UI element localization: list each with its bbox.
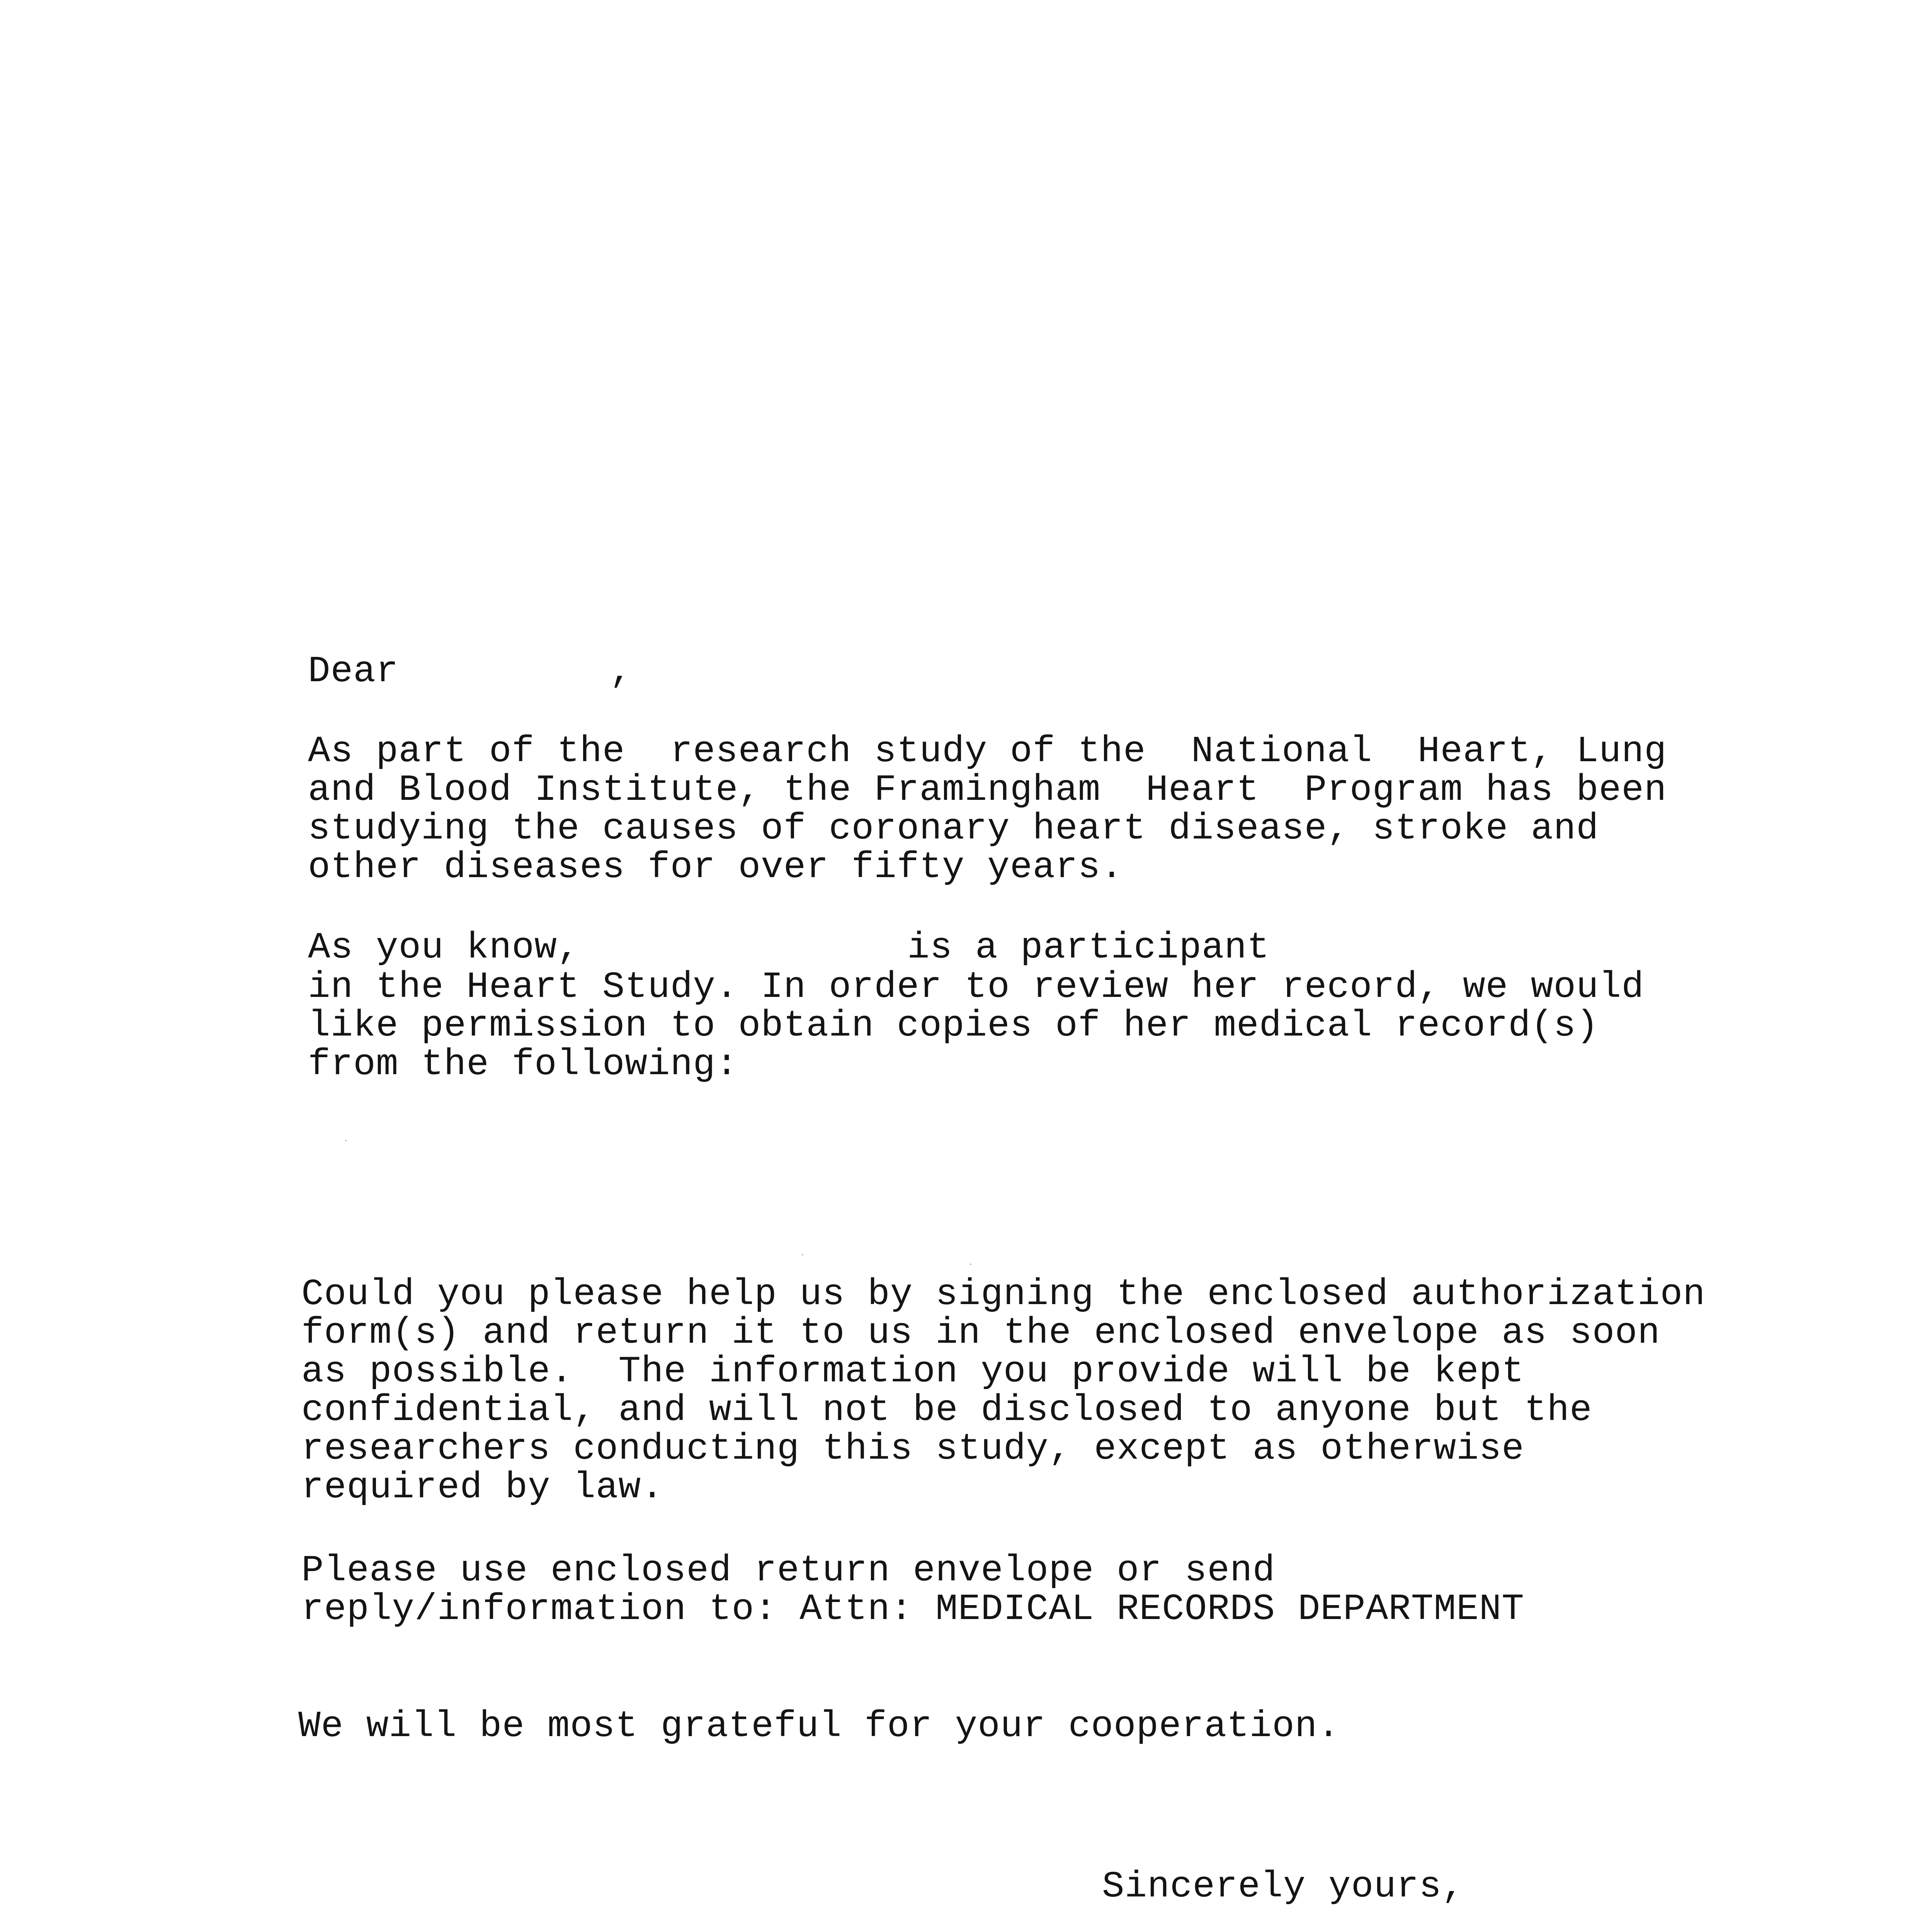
paragraph-line: from the following:	[308, 1043, 738, 1085]
participant-text: is a participant	[907, 927, 1270, 969]
paragraph-return-info	[301, 1551, 1524, 1629]
paragraph-participant	[308, 968, 1644, 1084]
paragraph-line: As part of the research study of the National Heart, Lung	[308, 730, 1667, 772]
paragraph-gratitude: We will be most grateful for your cooperation.	[298, 1705, 1340, 1747]
scan-speck	[802, 1254, 803, 1255]
paragraph-request	[301, 1275, 1706, 1507]
scan-speck	[345, 1140, 347, 1141]
paragraph-line: confidential, and will not be disclosed to anyone but the	[301, 1389, 1592, 1431]
paragraph-line: other diseases for over fifty years.	[308, 846, 1123, 888]
closing: Sincerely yours,	[1102, 1866, 1464, 1908]
scan-speck	[970, 1264, 971, 1265]
paragraph-line: as possible. The information you provide will be kept	[301, 1350, 1524, 1393]
salutation-comma: ,	[610, 650, 633, 692]
paragraph-line: in the Heart Study. In order to review her record, we would	[308, 966, 1644, 1008]
paragraph-line: required by law.	[301, 1466, 664, 1509]
paragraph-line: and Blood Institute, the Framingham Heart Program has been	[308, 769, 1667, 811]
paragraph-line: Please use enclosed return envelope or send	[301, 1549, 1276, 1592]
as-you-know-text: As you know,	[308, 927, 580, 969]
paragraph-line: like permission to obtain copies of her medical record(s)	[308, 1005, 1599, 1047]
paragraph-intro	[308, 732, 1667, 887]
paragraph-line: Could you please help us by signing the enclosed authorization	[301, 1273, 1706, 1315]
salutation-dear: Dear	[308, 650, 399, 692]
paragraph-line: studying the causes of coronary heart disease, stroke and	[308, 808, 1599, 850]
paragraph-line: researchers conducting this study, except as otherwise	[301, 1428, 1524, 1470]
paragraph-line: reply/information to: Attn: MEDICAL RECORDS DEPARTMENT	[301, 1588, 1524, 1630]
paragraph-line: form(s) and return it to us in the enclosed envelope as soon	[301, 1312, 1660, 1354]
